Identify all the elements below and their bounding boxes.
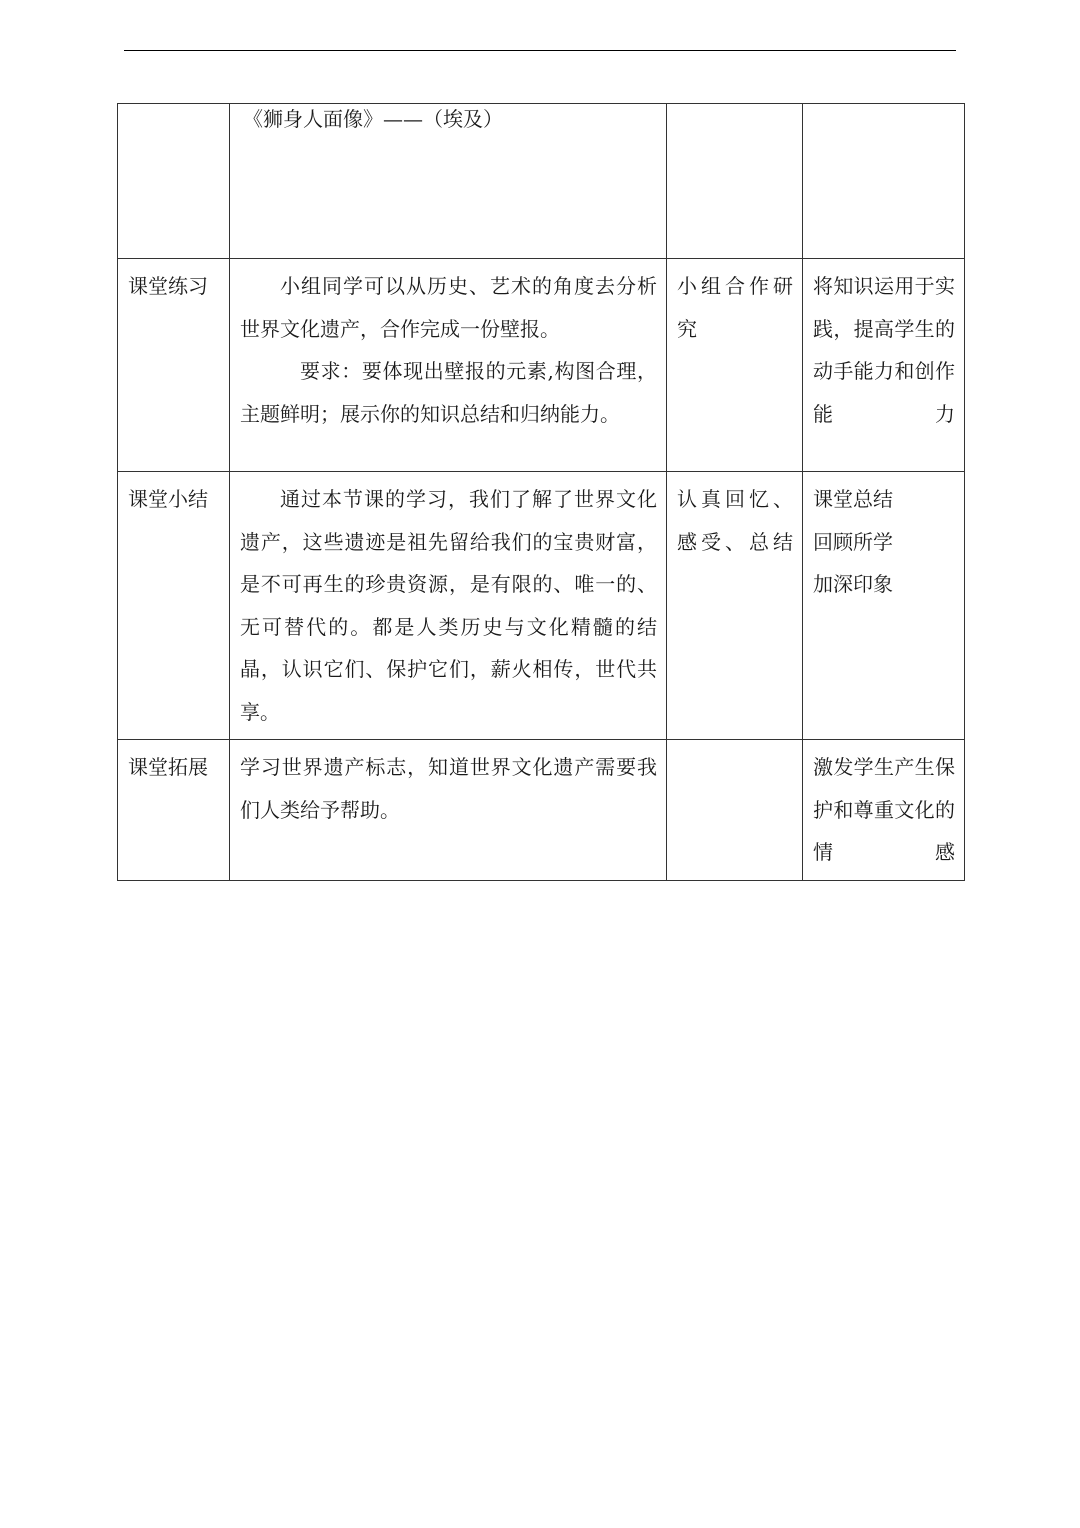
- intent-cell: [803, 472, 965, 740]
- content-cell: [230, 104, 667, 259]
- activity-cell: [667, 472, 803, 740]
- header-rule: [124, 50, 956, 51]
- intent-line: 加深印象: [813, 572, 893, 596]
- row-label: 课堂练习: [118, 259, 230, 472]
- activity-cell: [667, 104, 803, 259]
- content-cell: [230, 740, 667, 881]
- lesson-plan-table: [117, 103, 965, 881]
- content-paragraph: 学习世界遗产标志，知道世界文化遗产需要我们人类给予帮助。: [240, 755, 657, 822]
- content-cell: [230, 259, 667, 472]
- table-row-practice: [118, 259, 965, 472]
- intent-cell: [803, 104, 965, 259]
- content-paragraph: 《狮身人面像》——（埃及）: [243, 107, 503, 131]
- table-row-sphinx: [118, 104, 965, 259]
- content-cell: [230, 472, 667, 740]
- row-label: 课堂小结: [118, 472, 230, 740]
- row-label: [118, 104, 230, 259]
- row-label: 课堂拓展: [118, 740, 230, 881]
- table-row-extension: [118, 740, 965, 881]
- intent-cell: [803, 740, 965, 881]
- intent-line: 回顾所学: [813, 529, 893, 554]
- activity-text: 认真回忆、感受、总结: [677, 487, 793, 554]
- intent-line: 课堂总结: [813, 487, 893, 511]
- intent-cell: [803, 259, 965, 472]
- intent-text: 将知识运用于实践，提高学生的动手能力和创作能力: [813, 274, 955, 426]
- table-row-summary: [118, 472, 965, 740]
- intent-text: 激发学生产生保护和尊重文化的情感: [813, 755, 955, 864]
- activity-cell: [667, 740, 803, 881]
- content-paragraph: 要求：要体现出壁报的元素,构图合理，主题鲜明；展示你的知识总结和归纳能力。: [240, 359, 657, 426]
- activity-cell: [667, 259, 803, 472]
- content-paragraph: 通过本节课的学习，我们了解了世界文化遗产，这些遗迹是祖先留给我们的宝贵财富，是不可再生的珍贵资源，是有限的、唯一的、无可替代的。都是人类历史与文化精髓的结晶，认识它们、保护它们，薪火相传，世代共享。: [240, 487, 657, 724]
- content-paragraph: 小组同学可以从历史、艺术的角度去分析世界文化遗产，合作完成一份壁报。: [240, 274, 657, 341]
- activity-text: 小组合作研究: [677, 274, 793, 341]
